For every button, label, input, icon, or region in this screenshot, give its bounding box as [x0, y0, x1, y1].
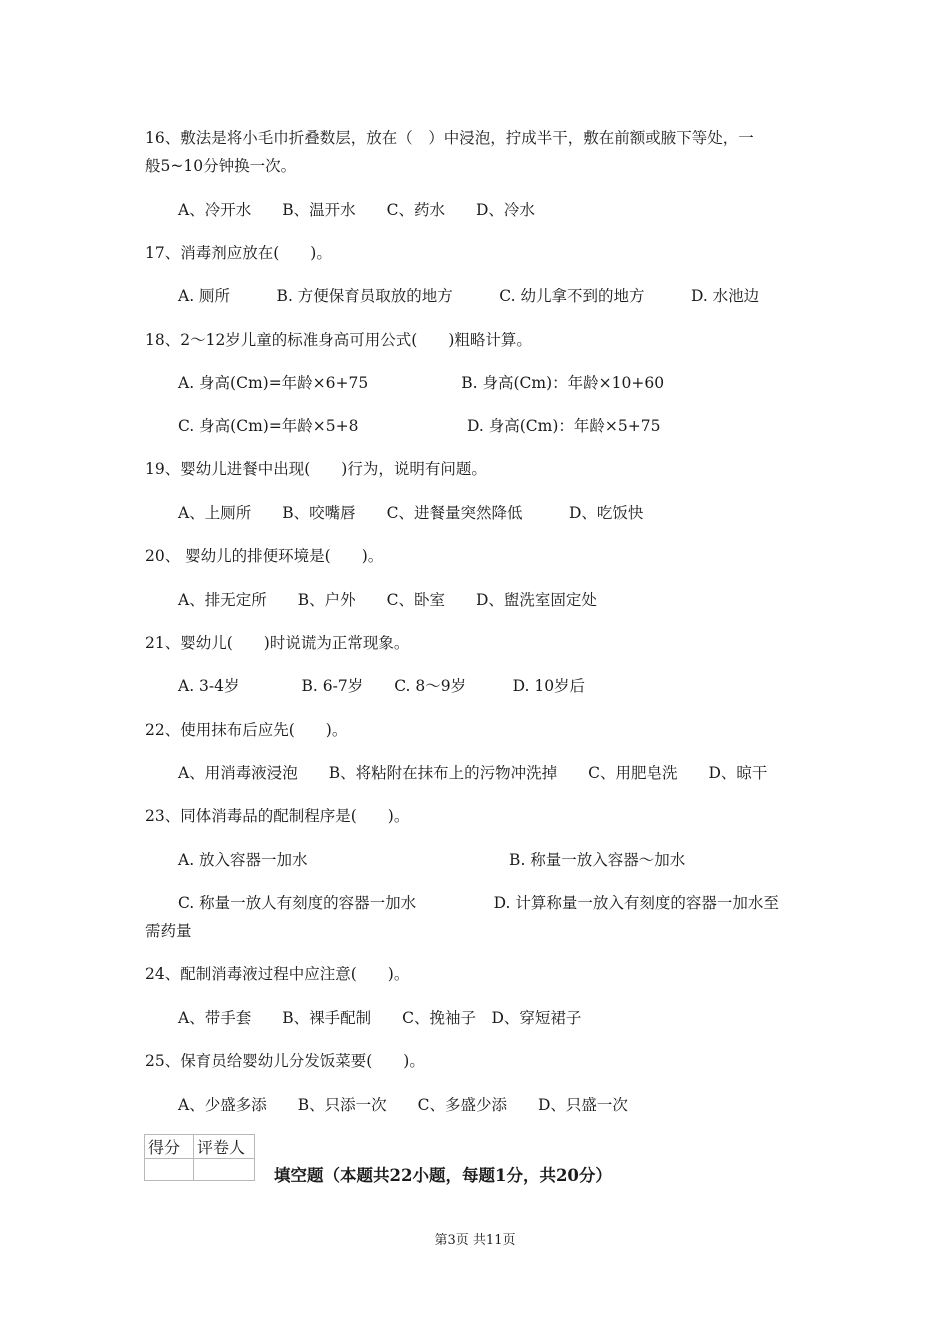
- grader-cell[interactable]: [194, 1159, 255, 1181]
- score-header: 得分: [145, 1135, 194, 1159]
- score-table: [144, 1134, 255, 1181]
- question-17-stem: 17、消毒剂应放在( )。: [145, 244, 332, 262]
- question-17-options: A. 厕所 B. 方便保育员取放的地方 C. 幼儿拿不到的地方 D. 水池边: [178, 287, 760, 305]
- question-19-stem: 19、婴幼儿进餐中出现( )行为，说明有问题。: [145, 460, 487, 478]
- question-23-options-row-3: 需药量: [145, 922, 192, 940]
- question-19-options: A、上厕所 B、咬嘴唇 C、进餐量突然降低 D、吃饭快: [178, 504, 644, 522]
- question-23-stem: 23、同体消毒品的配制程序是( )。: [145, 807, 410, 825]
- question-24-stem: 24、配制消毒液过程中应注意( )。: [145, 965, 410, 983]
- question-16-stem-line-2: 般5~10分钟换一次。: [145, 157, 297, 175]
- question-18-stem: 18、2～12岁儿童的标准身高可用公式( )粗略计算。: [145, 331, 532, 349]
- question-21-options: A. 3-4岁 B. 6-7岁 C. 8～9岁 D. 10岁后: [178, 677, 586, 695]
- question-16-stem-line-1: 16、敷法是将小毛巾折叠数层，放在（ ）中浸泡，拧成半干，敷在前额或腋下等处，一: [145, 129, 754, 147]
- question-23-options-row-1: A. 放入容器一加水 B. 称量一放入容器～加水: [178, 851, 686, 869]
- question-25-stem: 25、保育员给婴幼儿分发饭菜要( )。: [145, 1052, 425, 1070]
- question-21-stem: 21、婴幼儿( )时说谎为正常现象。: [145, 634, 410, 652]
- grader-header: 评卷人: [194, 1135, 255, 1159]
- question-22-stem: 22、使用抹布后应先( )。: [145, 721, 348, 739]
- question-20-stem: 20、 婴幼儿的排便环境是( )。: [145, 547, 384, 565]
- question-18-options-row-1: A. 身高(Cm)=年龄×6+75 B. 身高(Cm)：年龄×10+60: [178, 374, 665, 392]
- question-23-options-row-2: C. 称量一放人有刻度的容器一加水 D. 计算称量一放入有刻度的容器一加水至: [178, 894, 779, 912]
- question-25-options: A、少盛多添 B、只添一次 C、多盛少添 D、只盛一次: [178, 1096, 628, 1114]
- page-footer: 第3页 共11页: [434, 1233, 516, 1248]
- score-cell[interactable]: [145, 1159, 194, 1181]
- section-title: 填空题（本题共22小题，每题1分，共20分）: [274, 1166, 612, 1185]
- question-20-options: A、排无定所 B、户外 C、卧室 D、盥洗室固定处: [178, 591, 597, 609]
- question-16-options: A、冷开水 B、温开水 C、药水 D、冷水: [178, 201, 535, 219]
- question-18-options-row-2: C. 身高(Cm)=年龄×5+8 D. 身高(Cm)：年龄×5+75: [178, 417, 661, 435]
- question-24-options: A、带手套 B、裸手配制 C、挽袖子 D、穿短裙子: [178, 1009, 582, 1027]
- question-22-options: A、用消毒液浸泡 B、将粘附在抹布上的污物冲洗掉 C、用肥皂洗 D、晾干: [178, 764, 768, 782]
